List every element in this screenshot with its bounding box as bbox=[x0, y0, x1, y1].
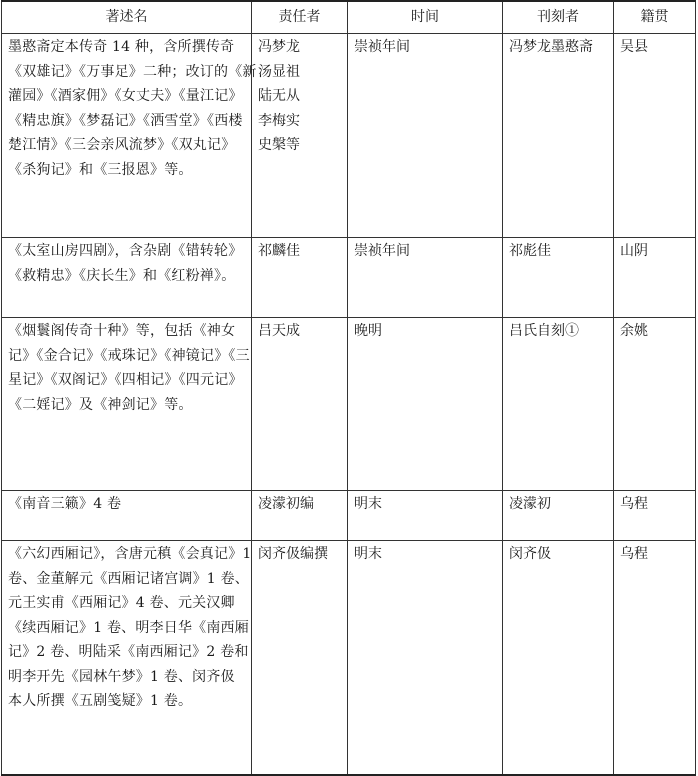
time-cell: 崇祯年间 bbox=[348, 34, 503, 238]
author-line: 冯梦龙 bbox=[258, 39, 300, 55]
header-time: 时间 bbox=[348, 1, 503, 34]
table-row bbox=[2, 238, 696, 318]
origin-cell: 吴县 bbox=[614, 34, 696, 238]
printer-cell: 凌濛初 bbox=[503, 491, 614, 541]
work-line: 灌园》《酒家佣》《女丈夫》《量江记》 bbox=[8, 88, 243, 104]
author-cell bbox=[252, 491, 348, 541]
work-line: 《二婬记》及《神剑记》等。 bbox=[8, 396, 193, 413]
header-work: 著述名 bbox=[2, 1, 252, 34]
table-row bbox=[2, 541, 696, 775]
header-origin: 籍贯 bbox=[614, 1, 696, 34]
origin-cell: 山阴 bbox=[614, 238, 696, 318]
work-line: 《续西厢记》1 卷、明李日华《南西厢 bbox=[8, 619, 249, 636]
work-line: 卷、金董解元《西厢记诸宫调》1 卷、 bbox=[8, 570, 249, 587]
printer-cell: 祁彪佳 bbox=[503, 238, 614, 318]
table-row bbox=[2, 34, 696, 238]
printer-cell: 冯梦龙墨憨斋 bbox=[503, 34, 614, 238]
author-cell bbox=[252, 318, 348, 491]
work-line: 本人所撰《五剧笺疑》1 卷。 bbox=[8, 693, 193, 709]
work-line: 《南音三籁》4 卷 bbox=[8, 496, 122, 512]
time-cell: 明末 bbox=[348, 541, 503, 775]
work-line: 《杀狗记》和《三报恩》等。 bbox=[8, 161, 193, 178]
work-cell bbox=[2, 34, 257, 238]
work-line: 明李开先《园林午梦》1 卷、闵齐伋 bbox=[8, 668, 235, 685]
author-line: 祁麟佳 bbox=[258, 243, 300, 259]
header-printer: 刊刻者 bbox=[503, 1, 614, 34]
author-line: 陆无从 bbox=[258, 88, 300, 104]
work-line: 《双雄记》《万事足》二种；改订的《新 bbox=[8, 63, 257, 80]
work-line: 楚江情》《三会亲风流梦》《双丸记》 bbox=[8, 137, 236, 153]
work-line: 《救精忠》《庆长生》和《红粉禅》。 bbox=[8, 267, 236, 284]
table-row bbox=[2, 318, 696, 491]
work-line: 墨憨斋定本传奇 14 种，含所撰传奇 bbox=[8, 39, 235, 55]
header-row bbox=[2, 1, 696, 34]
time-cell: 崇祯年间 bbox=[348, 238, 503, 318]
author-line: 李梅实 bbox=[258, 112, 300, 129]
origin-cell: 乌程 bbox=[614, 491, 696, 541]
author-line: 汤显祖 bbox=[258, 63, 300, 80]
work-line: 星记》《双阁记》《四相记》《四元记》 bbox=[8, 372, 243, 388]
author-line: 闵齐伋编撰 bbox=[258, 546, 328, 562]
author-line: 凌濛初编 bbox=[258, 496, 314, 512]
author-line: 史槃等 bbox=[258, 137, 300, 153]
work-line: 《太室山房四剧》，含杂剧《错转轮》 bbox=[8, 243, 243, 259]
author-cell bbox=[252, 541, 348, 775]
printer-cell: 闵齐伋 bbox=[503, 541, 614, 775]
work-cell bbox=[2, 491, 252, 541]
work-line: 元王实甫《西厢记》4 卷、元关汉卿 bbox=[8, 595, 235, 611]
time-cell: 明末 bbox=[348, 491, 503, 541]
work-line: 《六幻西厢记》，含唐元稹《会真记》1 bbox=[8, 546, 252, 562]
work-line: 记》2 卷、明陆采《南西厢记》2 卷和 bbox=[8, 644, 249, 660]
work-cell bbox=[2, 541, 252, 775]
author-cell bbox=[252, 238, 348, 318]
table-row bbox=[2, 491, 696, 541]
work-line: 《精忠旗》《梦磊记》《洒雪堂》《西楼 bbox=[8, 112, 243, 129]
works-table bbox=[1, 0, 696, 776]
time-cell: 晚明 bbox=[348, 318, 503, 491]
printer-cell: 吕氏自刻① bbox=[503, 318, 614, 491]
author-cell bbox=[252, 34, 348, 238]
work-cell bbox=[2, 238, 252, 318]
origin-cell: 余姚 bbox=[614, 318, 696, 491]
author-line: 吕天成 bbox=[258, 323, 300, 339]
origin-cell: 乌程 bbox=[614, 541, 696, 775]
work-line: 《烟鬟阁传奇十种》等，包括《神女 bbox=[8, 323, 236, 339]
work-line: 记》《金合记》《戒珠记》《神镜记》《三 bbox=[8, 347, 250, 364]
header-author: 责任者 bbox=[252, 1, 348, 34]
work-cell bbox=[2, 318, 252, 491]
